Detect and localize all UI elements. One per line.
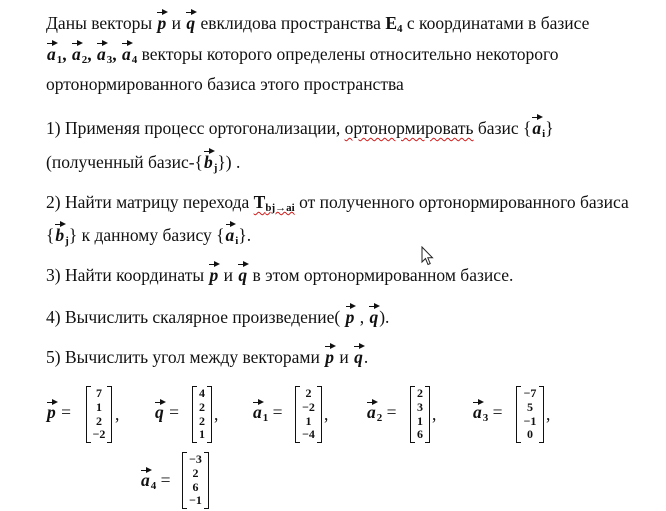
task-4-line <box>46 306 389 328</box>
task-text: } <box>545 118 554 138</box>
task-text: 1) Применяя процесс ортогонализации, <box>46 118 345 138</box>
basis-a3: a <box>97 44 106 64</box>
vector-q-symbol: q <box>238 265 248 285</box>
vector-p-symbol: p <box>325 347 334 367</box>
task-text: и <box>334 347 354 367</box>
basis-a-symbol: a <box>225 225 235 245</box>
task-2-line-1 <box>46 191 629 219</box>
task-text: (полученный базис-{ <box>46 152 203 172</box>
basis-a-symbol: a <box>532 118 542 138</box>
mouse-cursor-icon <box>421 246 435 266</box>
task-2-line-2 <box>46 224 251 252</box>
task-text: }. <box>238 225 252 245</box>
task-text: }) . <box>217 152 241 172</box>
a2-sub: 2 <box>81 54 88 66</box>
task-text: от полученного ортонормированного базиса <box>294 192 629 212</box>
vector-a4-column: −3 2 6 −1 <box>182 452 209 509</box>
vector-a4-label: a <box>141 470 150 490</box>
a1-sub: 1 <box>56 54 63 66</box>
intro-text: векторы которого определены относительно некоторого <box>137 44 559 64</box>
intro-text: евклидова пространства <box>196 13 386 33</box>
task-text: 4) Вычислить скалярное произведение( <box>46 307 345 327</box>
vector-p-symbol: p <box>345 307 355 327</box>
space-symbol: $E_4$ <box>385 13 403 35</box>
task-text: } к данному базису { <box>68 225 225 245</box>
task-text: ). <box>379 307 390 327</box>
vector-a1-column: 2 −2 1 −4 <box>295 386 322 443</box>
task-text: , <box>355 307 369 327</box>
vector-p-symbol: p <box>209 265 219 285</box>
intro-line-3: ортонормированного базиса этого пространства <box>46 74 404 94</box>
basis-a1: a <box>47 44 56 64</box>
task-text: 5) Вычислить угол между векторами <box>46 347 325 367</box>
basis-a4: a <box>122 44 131 64</box>
intro-line-2: $a_1$, $a_2$, $a_3$, $a_4$ векторы которого определены относительно некоторого <box>47 44 559 66</box>
task-text: базис { <box>473 118 532 138</box>
index-i: i <box>235 235 239 247</box>
vector-a1-label: a <box>253 402 262 422</box>
index-j: j <box>213 162 218 174</box>
index-i: i <box>542 128 546 140</box>
vector-p-column: 7 1 2 −2 <box>86 386 112 443</box>
a3-sub: 3 <box>106 54 113 66</box>
task-text: 3) Найти координаты <box>46 265 209 285</box>
intro-line-1 <box>46 12 589 40</box>
conjunction: и <box>167 13 186 33</box>
basis-a2: a <box>72 44 81 64</box>
spellcheck-word: ортонормировать <box>344 118 474 138</box>
task-text: 2) Найти матрицу перехода <box>46 192 254 212</box>
transition-matrix-symbol: $T_{bj\to ai}$ <box>253 192 295 214</box>
a4-sub: 4 <box>131 54 138 66</box>
vector-a3-column: −7 5 −1 0 <box>516 386 544 443</box>
vector-q-column: 4 2 2 1 <box>192 386 212 443</box>
vector-q-symbol: q <box>354 347 363 367</box>
task-1-line-2 <box>46 151 240 179</box>
vector-a3-label: a <box>473 402 482 422</box>
task-3-line <box>46 264 513 286</box>
vector-q-symbol: q <box>186 13 196 33</box>
index-j: j <box>65 235 69 247</box>
vector-p-label: p <box>47 402 56 422</box>
task-text: и <box>219 265 238 285</box>
task-text: в этом ортонормированном базисе. <box>248 265 514 285</box>
task-text: { <box>46 225 55 245</box>
basis-b-symbol: b <box>55 225 65 245</box>
intro-text: с координатами в базисе <box>402 13 590 33</box>
task-text: . <box>363 347 369 367</box>
basis-b-symbol: b <box>203 152 213 172</box>
intro-text: Даны векторы <box>46 13 157 33</box>
task-5-line <box>46 346 368 368</box>
vector-a2-column: 2 3 1 6 <box>410 386 430 443</box>
task-1-line-1 <box>46 117 554 145</box>
vector-q-symbol: q <box>369 307 379 327</box>
vector-q-label: q <box>155 402 164 422</box>
vector-a2-label: a <box>367 402 376 422</box>
vector-p-symbol: p <box>157 13 167 33</box>
